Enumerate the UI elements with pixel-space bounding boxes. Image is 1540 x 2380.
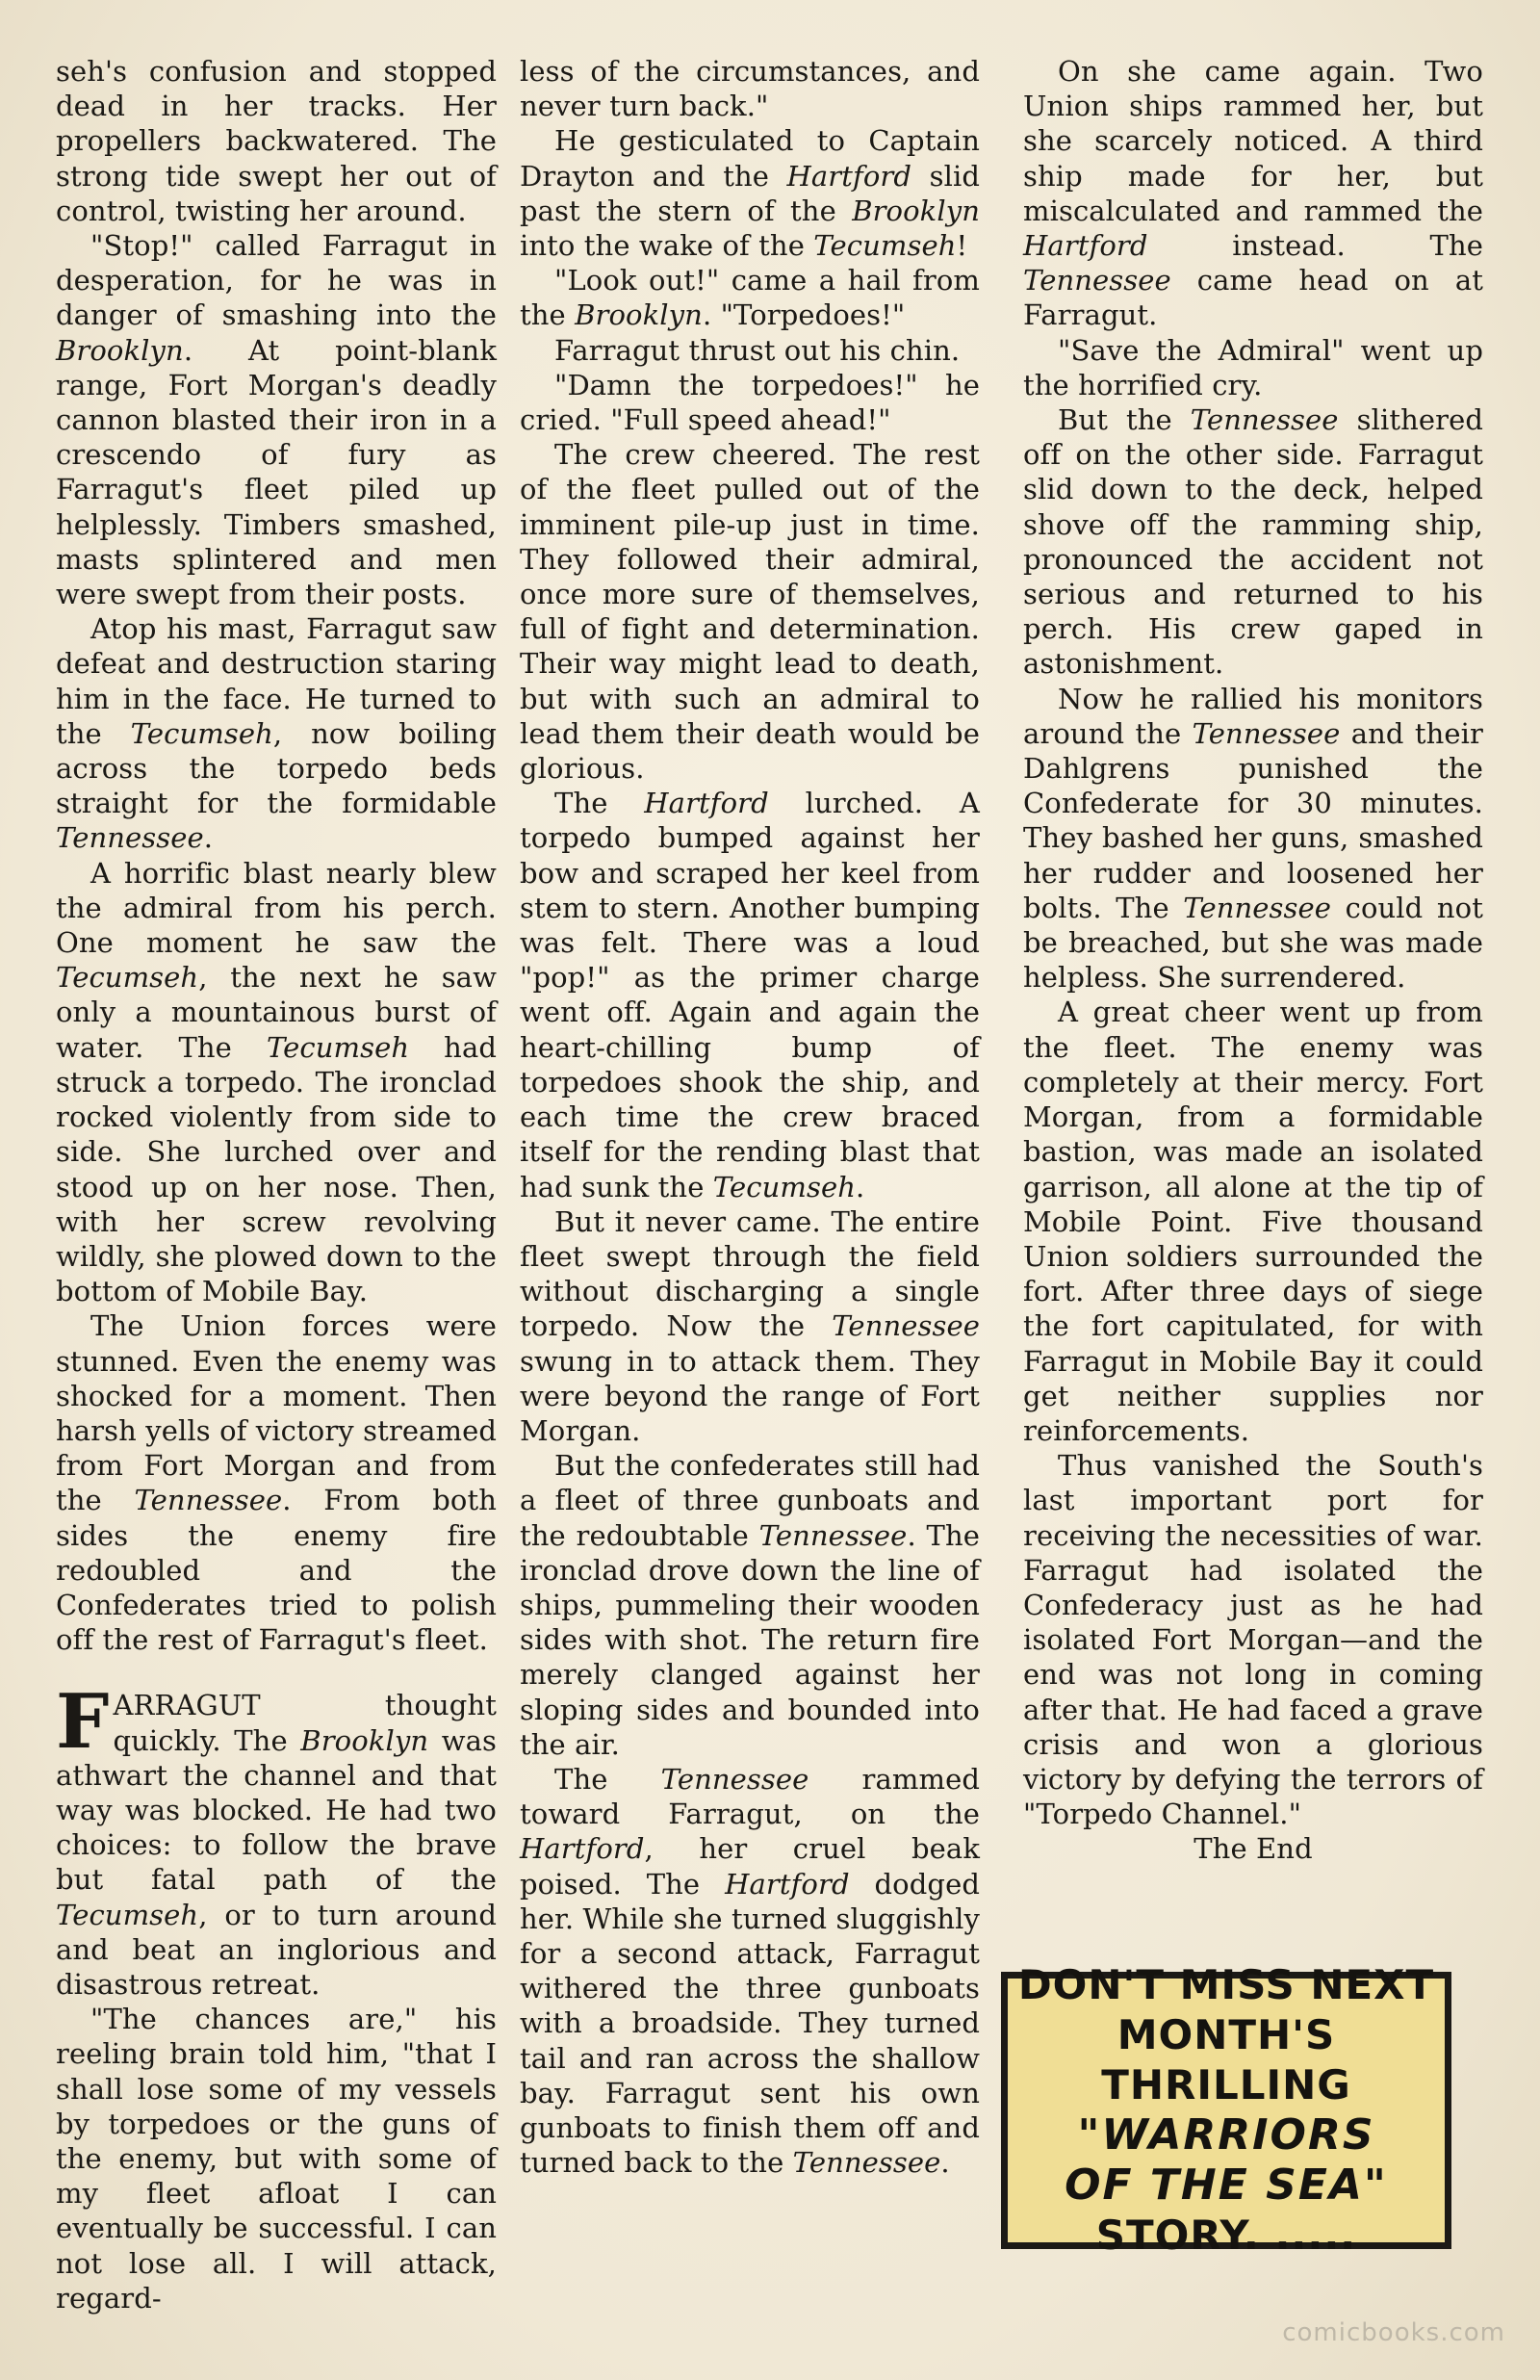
next-issue-promo-box [1001,1961,1451,2259]
the-end-label: The End [1194,1832,1313,1866]
article-column-3 [1023,54,1483,1867]
paragraph: The Tennessee rammed toward Farragut, on the Hartford, her cruel beak poised. The Hartford dodged her. While she turned sluggishly for a second attack, Farragut withered the three gunboats with a broadside. They turned tail and ran across the shallow bay. Farragut sent his own gunboats to finish them off and turned back to the Tennessee. [520,1762,980,2180]
paragraph: On she came again. Two Union ships rammed her, but she scarcely noticed. A third ship made for her, but miscalculated and rammed the Hartford instead. The Tennessee came head on at Farragut. [1023,55,1483,332]
paragraph: But the Tennessee slithered off on the other side. Farragut slid down to the deck, helped shove off the ramming ship, pronounced the accident not serious and returned to his perch. His crew gaped in astonishment. [1023,403,1484,681]
paragraph: He gesticulated to Captain Drayton and the Hartford slid past the stern of the Brooklyn into the wake of the Tecumseh! [520,124,980,263]
promo-line: MONTH'S THRILLING [1101,2011,1351,2108]
drop-cap: F [56,1678,110,1767]
paragraph: A great cheer went up from the fleet. The enemy was completely at their mercy. Fort Morgan, from a formidable bastion, was made an isolated garrison, all alone at the tip of Mobile Point. Five thousand Union soldiers surrounded the fort. After three days of siege the fort capitulated, for with Farragut in Mobile Bay it could get neither supplies nor reinforcements. [1023,996,1483,1447]
lead-in-caps: ARRAGUT [113,1689,261,1722]
paragraph: The Union forces were stunned. Even the enemy was shocked for a moment. Then harsh yells of victory streamed from Fort Morgan and from the Tennessee. From both sides the enemy fire redoubled and the Confederates tried to polish off the rest of Farragut's fleet. [56,1309,497,1657]
paragraph: less of the circumstances, and never turn back." [520,55,980,123]
promo-line: DON'T MISS NEXT [1017,1961,1435,2008]
paragraph: seh's confusion and stopped dead in her tracks. Her propellers backwatered. The strong tide swept her out of control, twisting her around. [56,55,497,227]
article-column-2 [520,54,980,2180]
section-lead-paragraph [56,1678,497,2002]
paragraph: "Stop!" called Farragut in desperation, for he was in danger of smashing into the Brooklyn. At point-blank range, Fort Morgan's deadly cannon blasted their iron in a crescendo of fury as Farragut's fleet piled up helplessly. Timbers smashed, masts splintered and men were swept from their posts. [56,229,497,611]
paragraph: "The chances are," his reeling brain told him, "that I shall lose some of my vessels by torpedoes or the guns of the enemy, but with some of my fleet afloat I can eventually be successful. I can not lose all. I will attack, regard- [56,2003,497,2315]
paragraph: But the confederates still had a fleet of three gunboats and the redoubtable Tennessee. The ironclad drove down the line of ships, pummeling their wooden sides with shot. The return fire merely clanged against her sloping sides and bounded into the air. [520,1449,981,1761]
paragraph: Farragut thrust out his chin. [554,333,961,367]
paragraph: The crew cheered. The rest of the fleet pulled out of the imminent pile-up just in time. They followed their admiral, once more sure of themselves, full of fight and determination. Their way might lead to death, but with such an admiral to lead them their death would be glorious. [520,438,980,786]
paragraph: But it never came. The entire fleet swept through the field without discharging a single torpedo. Now the Tennessee swung in to attack them. They were beyond the range of Fort Morgan. [520,1204,980,1447]
paragraph: Now he rallied his monitors around the Tennessee and their Dahlgrens punished the Confederate for 30 minutes. They bashed her guns, smashed her rudder and loosened her bolts. The Tennessee could not be breached, but she was made helpless. She surrendered. [1023,682,1483,995]
site-watermark: comicbooks.com [1282,2318,1505,2347]
article-column-1 [56,54,497,2315]
paragraph: The Hartford lurched. A torpedo bumped against her bow and scraped her keel from stem to stern. Another bumping was felt. There was a loud "pop!" as the primer charge went off. Again and again the heart-chilling bump of torpedoes shook the ship, and each time the crew braced itself for the rending blast that had sunk the Tecumseh. [520,787,980,1203]
paragraph: "Save the Admiral" went up the horrified cry. [1023,333,1483,401]
promo-story-title: OF THE SEA" [1065,2160,1388,2210]
paragraph: "Damn the torpedoes!" he cried. "Full speed ahead!" [520,368,980,437]
paragraph: "Look out!" came a hail from the Brooklyn. "Torpedoes!" [520,264,980,332]
paragraph: Thus vanished the South's last important port for receiving the necessities of war. Farragut had isolated the Confederacy just as he had isolated Fort Morgan—and the end was not long in coming after that. He had faced a grave crisis and won a glorious victory by defying the terrors of "Torpedo Channel." [1023,1449,1483,1831]
paragraph: A horrific blast nearly blew the admiral from his perch. One moment he saw the Tecumseh, the next he saw only a mountainous burst of water. The Tecumseh had struck a torpedo. The ironclad rocked violently from side to side. She lurched over and stood up on her nose. Then, with her screw revolving wildly, she plowed down to the bottom of Mobile Bay. [56,856,498,1308]
lead-paragraph-text: thought quickly. The Brooklyn was athwart the channel and that way was blocked. He had two choices: to follow the brave but fatal path of the Tecumseh, or to turn around and beat an inglorious and disastrous retreat. [56,1689,497,2001]
paragraph: Atop his mast, Farragut saw defeat and destruction staring him in the face. He turned to the Tecumseh, now boiling across the torpedo beds straight for the formidable Tennessee. [56,612,497,855]
promo-line: STORY. ..... [1095,2212,1357,2259]
promo-story-title: "WARRIORS [1077,2110,1375,2160]
